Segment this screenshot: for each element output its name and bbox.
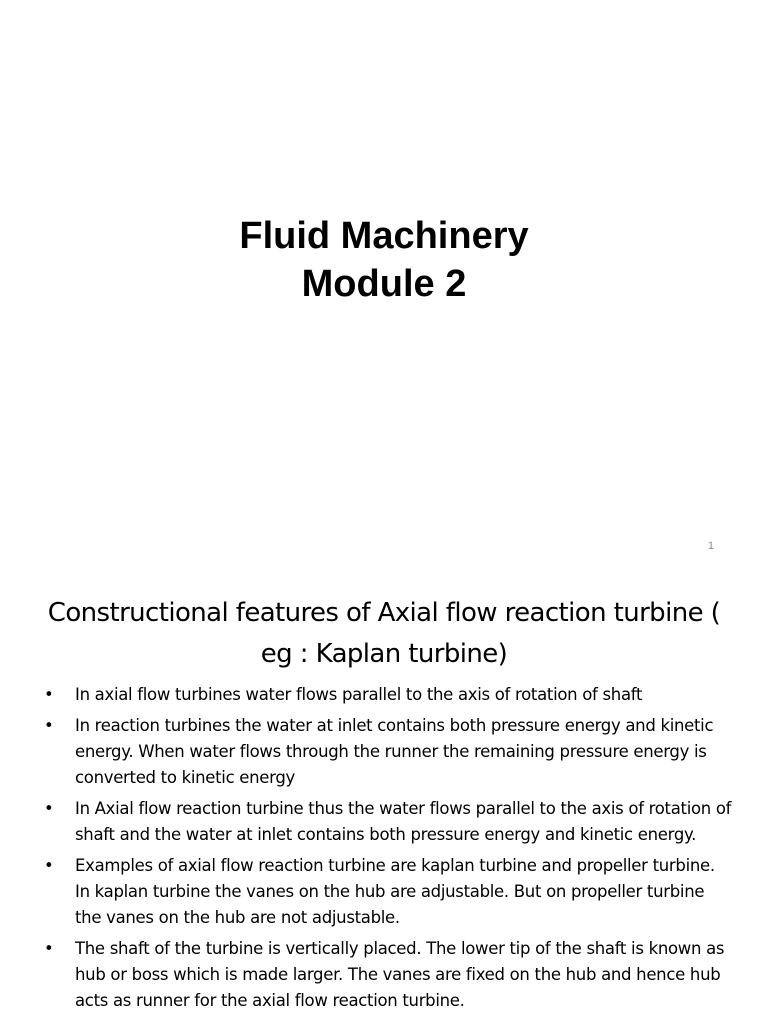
bullet-text: Examples of axial flow reaction turbine are kaplan turbine and propeller turbine. In kaplan turbine the vanes on the hub are adjustable. But on propeller turbine the vanes on the hub are not adjustable. [75,856,715,927]
bullet-icon: • [44,856,54,875]
bullet-item [44,682,734,708]
title-line-course: Fluid Machinery [239,215,529,257]
content-slide-title: Constructional features of Axial flow reaction turbine ( eg : Kaplan turbine) [47,598,721,669]
bullet-item [44,853,734,931]
bullet-list [44,682,734,1019]
bullet-icon: • [44,799,54,818]
title-line-module: Module 2 [301,263,467,305]
bullet-icon: • [44,939,54,958]
bullet-text: In axial flow turbines water flows parallel to the axis of rotation of shaft [75,685,643,704]
bullet-text: In reaction turbines the water at inlet contains both pressure energy and kinetic energy. When water flows through the runner the remaining pressure energy is converted to kinetic energy [75,716,714,787]
slide-title [0,212,768,308]
slide-number: 1 [707,540,714,552]
bullet-icon: • [44,716,54,735]
bullet-icon: • [44,685,54,704]
bullet-item [44,936,734,1014]
bullet-item [44,796,734,848]
bullet-item [44,713,734,791]
content-slide [0,576,768,1024]
bullet-text: In Axial flow reaction turbine thus the water flows parallel to the axis of rotation of shaft and the water at inlet contains both pressure energy and kinetic energy. [75,799,732,844]
bullet-text: The shaft of the turbine is vertically placed. The lower tip of the shaft is known as hub or boss which is made larger. The vanes are fixed on the hub and hence hub acts as runner for the axial flow reaction turbine. [75,939,725,1010]
